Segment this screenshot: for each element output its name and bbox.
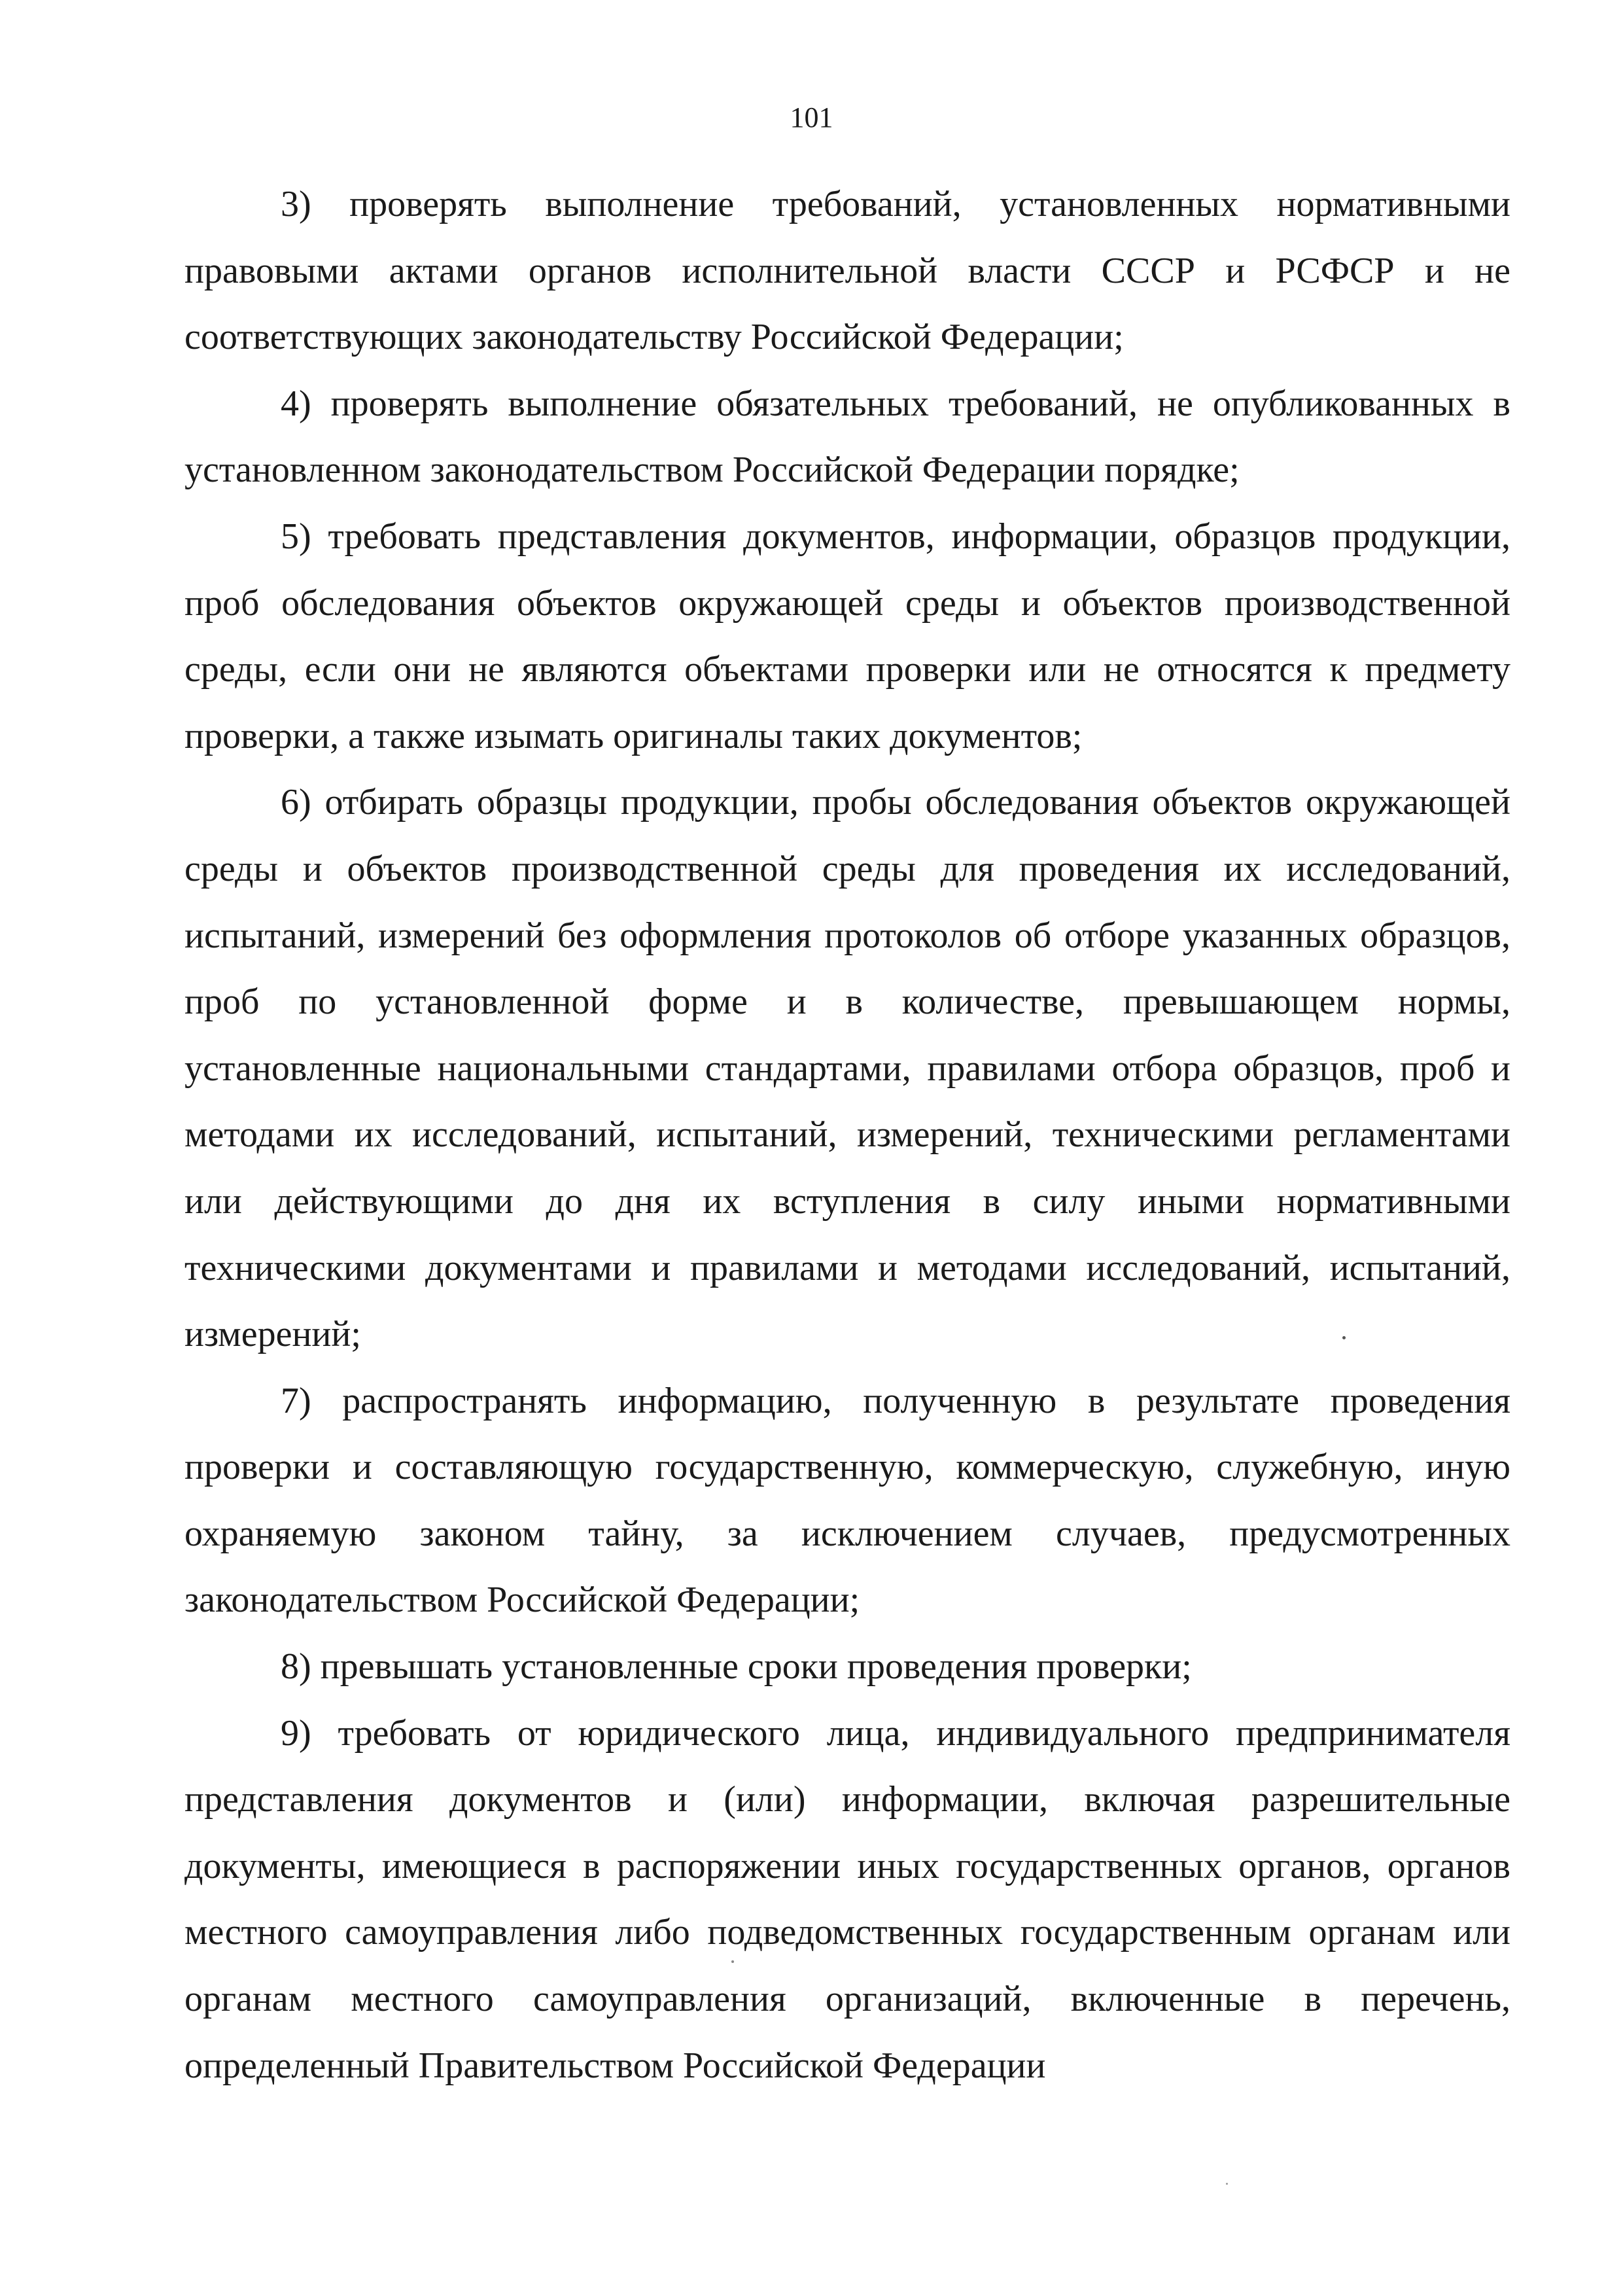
paragraph-item-8: 8) превышать установленные сроки проведения проверки; — [281, 1646, 1192, 1687]
paragraph-item-3: 3) проверять выполнение требований, установленных нормативными правовыми актами органов исполнительной власти СССР и РСФСР и не соответствующих законодательству Российской Федерации; — [184, 184, 1510, 358]
paragraph-item-5: 5) требовать представления документов, информации, образцов продукции, проб обследования объектов окружающей среды и объектов производственной среды, если они не являются объектами проверки или не относятся к предмету проверки, а также изымать оригиналы таких документов; — [184, 516, 1510, 756]
scan-speck — [1342, 1336, 1346, 1339]
body-text — [184, 171, 1510, 2099]
scan-speck — [1226, 2183, 1228, 2185]
scan-speck — [731, 1960, 734, 1963]
paragraph-item-7: 7) распространять информацию, полученную в результате проведения проверки и составляющую государственную, коммерческую, служебную, иную охраняемую законом тайну, за исключением случаев, предусмотренных законодательством Российской Федерации; — [184, 1380, 1510, 1621]
paragraph-item-9: 9) требовать от юридического лица, индивидуального предпринимателя представления документов и (или) информации, включая разрешительные документы, имеющиеся в распоряжении иных государственных органов, органов местного самоуправления либо подведомственных государственным органам или органам местного самоуправления организаций, включенные в перечень, определенный Правительством Российской Федерации — [184, 1712, 1510, 2086]
paragraph-item-4: 4) проверять выполнение обязательных требований, не опубликованных в установленном законодательством Российской Федерации порядке; — [184, 383, 1510, 491]
paragraph-item-6: 6) отбирать образцы продукции, пробы обследования объектов окружающей среды и объектов производственной среды для проведения их исследований, испытаний, измерений без оформления протоколов об отборе указанных образцов, проб по установленной форме и в количестве, превышающем нормы, установленные национальными стандартами, правилами отбора образцов, проб и методами их исследований, испытаний, измерений, техническими регламентами или действующими до дня их вступления в силу иными нормативными техническими документами и правилами и методами исследований, испытаний, измерений; — [184, 782, 1510, 1355]
page-number: 101 — [790, 101, 833, 133]
